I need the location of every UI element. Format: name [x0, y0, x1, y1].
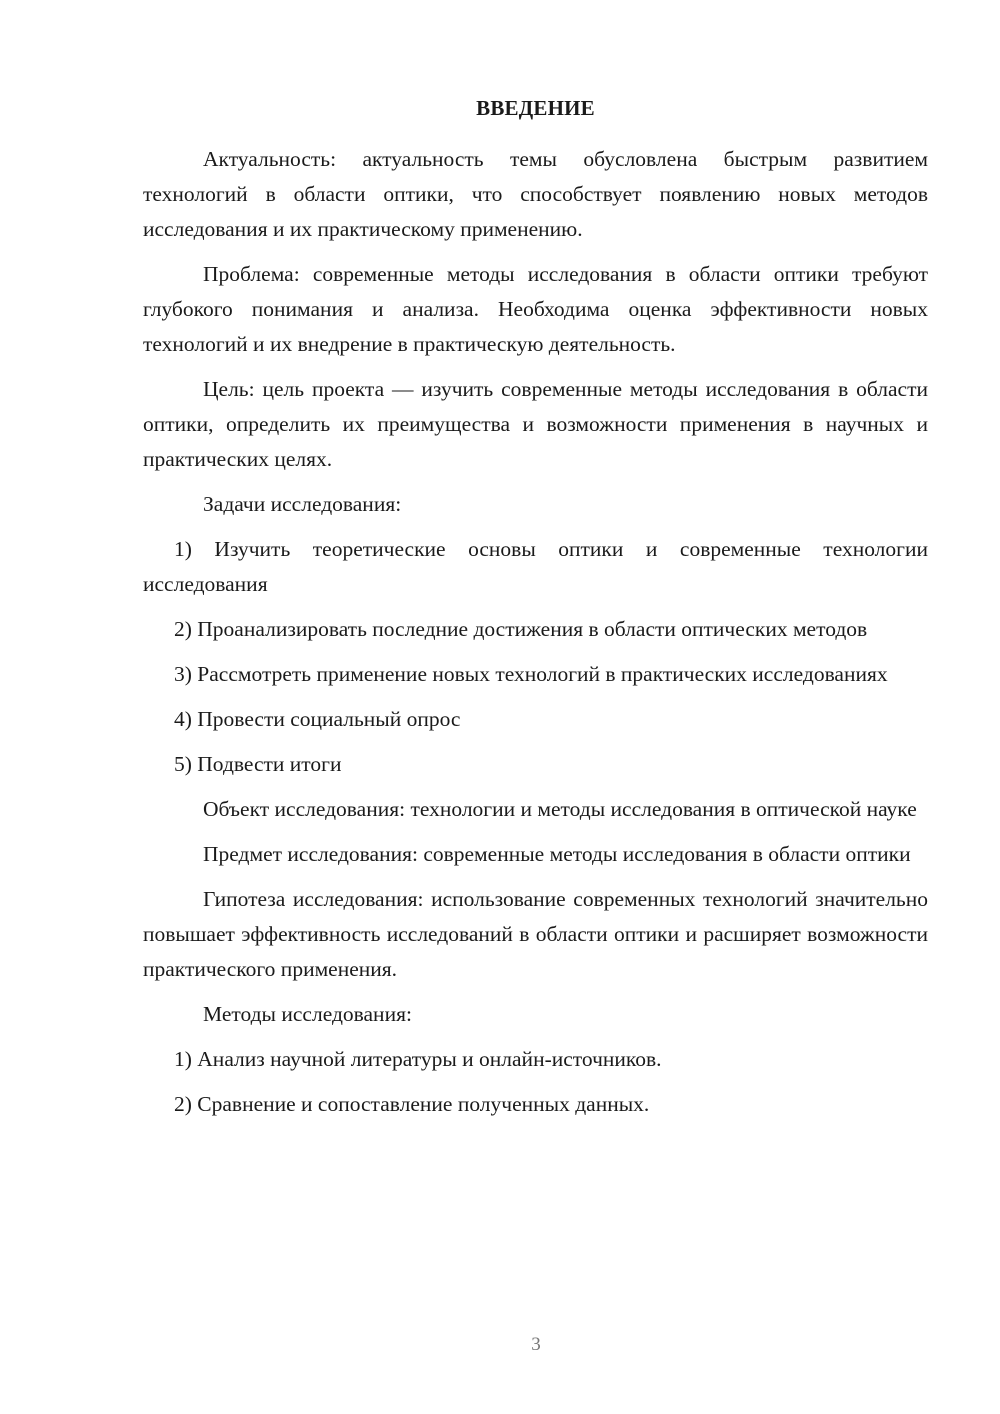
task-item-4: 4) Провести социальный опрос — [174, 707, 461, 731]
task-item-2: 2) Проанализировать последние достижения в области оптических методов — [174, 617, 868, 641]
task-item-3: 3) Рассмотреть применение новых технологий в практических исследованиях — [174, 662, 888, 686]
method-item-2: 2) Сравнение и сопоставление полученных данных. — [174, 1092, 650, 1116]
hypothesis-paragraph: Гипотеза исследования: использование современных технологий значительно повышает эффективность исследований в области оптики и расширяет возможности практического применения. — [143, 887, 928, 981]
tasks-heading: Задачи исследования: — [203, 492, 402, 516]
goal-paragraph: Цель: цель проекта — изучить современные методы исследования в области оптики, определить их преимущества и возможности применения в научных и практических целях. — [143, 377, 928, 471]
subject-paragraph: Предмет исследования: современные методы исследования в области оптики — [203, 842, 911, 866]
document-body — [143, 142, 928, 1132]
method-item-1: 1) Анализ научной литературы и онлайн-источников. — [174, 1047, 662, 1071]
section-title: ВВЕДЕНИЕ — [476, 96, 595, 120]
relevance-paragraph: Актуальность: актуальность темы обусловлена быстрым развитием технологий в области оптики, что способствует появлению новых методов исследования и их практическому применению. — [143, 147, 928, 241]
task-item-5: 5) Подвести итоги — [174, 752, 342, 776]
methods-heading: Методы исследования: — [203, 1002, 412, 1026]
object-paragraph: Объект исследования: технологии и методы исследования в оптической науке — [203, 797, 917, 821]
page-number: 3 — [531, 1334, 541, 1355]
problem-paragraph: Проблема: современные методы исследования в области оптики требуют глубокого понимания и анализа. Необходима оценка эффективности новых технологий и их внедрение в практическую деятельность. — [143, 262, 928, 356]
task-item-1: 1) Изучить теоретические основы оптики и современные технологии исследования — [143, 537, 928, 596]
